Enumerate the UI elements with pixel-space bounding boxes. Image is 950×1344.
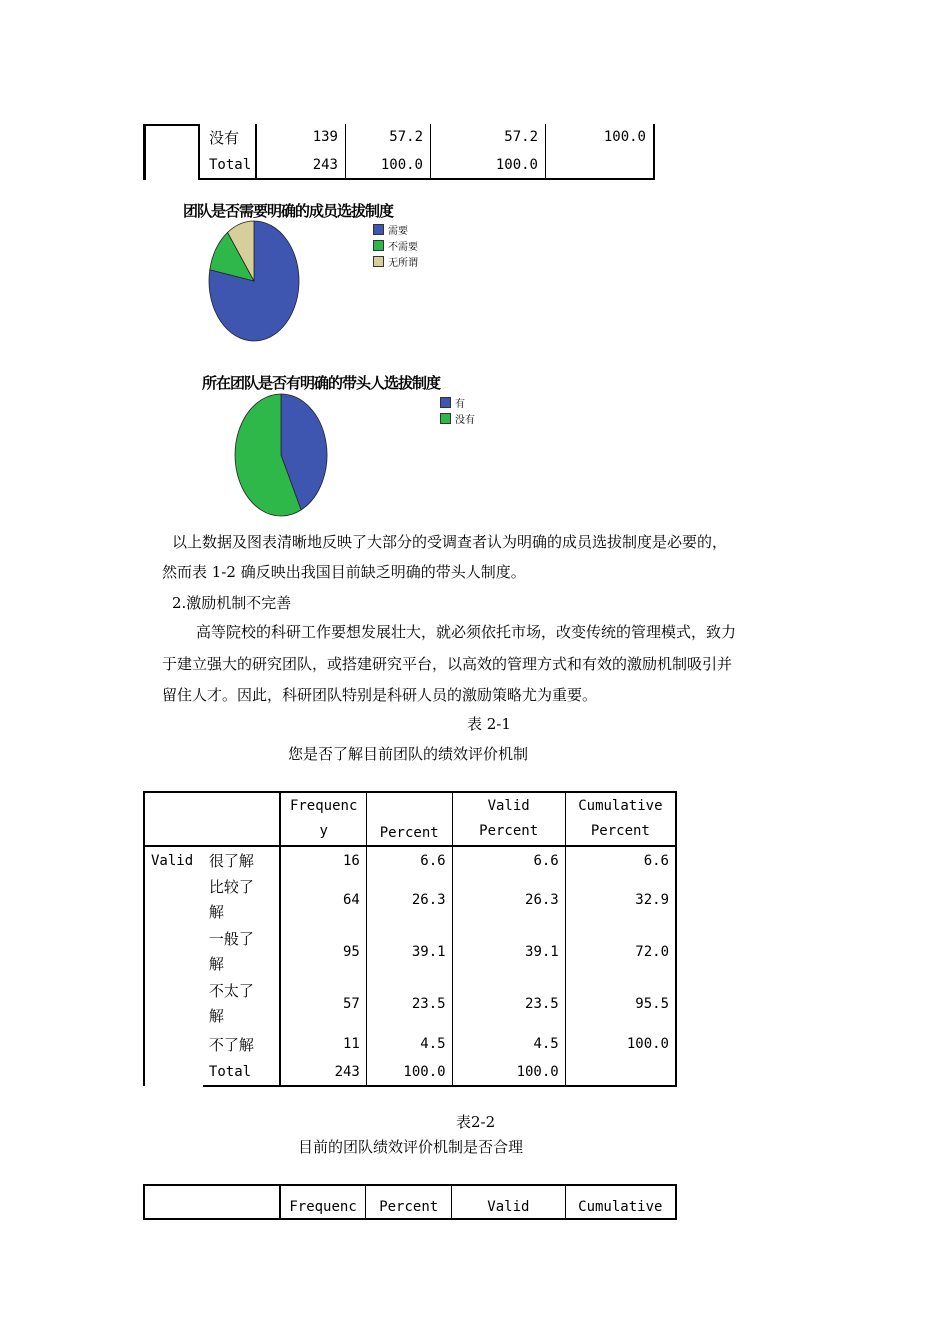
table-2-1 xyxy=(143,791,677,1087)
legend-item: 有 xyxy=(440,394,475,410)
table-title: 您是否了解目前团队的绩效评价机制 xyxy=(288,745,529,763)
cell-valid: 4.5 xyxy=(452,1030,565,1058)
chart2-pie xyxy=(228,390,338,520)
row-label: 很了解 xyxy=(203,846,281,874)
cell-percent: 100.0 xyxy=(366,1058,452,1086)
cell-percent: 39.1 xyxy=(366,926,452,978)
row-label: Total xyxy=(203,1058,281,1086)
table-2-2 xyxy=(143,1184,677,1220)
paragraph-line: 以上数据及图表清晰地反映了大部分的受调查者认为明确的成员选拔制度是必要的， xyxy=(172,533,728,551)
cell-freq: 11 xyxy=(280,1030,366,1058)
legend-item: 无所谓 xyxy=(373,253,418,269)
cell-percent: 100.0 xyxy=(380,157,423,173)
row-label: 一般了 解 xyxy=(203,926,281,978)
cell-percent: 23.5 xyxy=(366,978,452,1030)
table-row xyxy=(144,874,676,926)
group-label: Valid xyxy=(144,846,203,874)
cell-cum: 32.9 xyxy=(565,874,676,926)
header-percent: Percent xyxy=(366,1185,452,1219)
header-frequency: Frequenc xyxy=(280,1185,366,1219)
cell-freq: 64 xyxy=(280,874,366,926)
cell-percent: 6.6 xyxy=(366,846,452,874)
paragraph-line: 留住人才。因此，科研团队特别是科研人员的激励策略尤为重要。 xyxy=(162,686,598,704)
table-row xyxy=(144,978,676,1030)
header-valid: Valid xyxy=(452,1185,565,1219)
chart1-title: 团队是否需要明确的成员选拔制度 xyxy=(183,202,394,220)
table-caption: 表 2-1 xyxy=(467,715,511,733)
cell-cum: 100.0 xyxy=(603,129,646,145)
cell-valid: 39.1 xyxy=(452,926,565,978)
cell-cum: 72.0 xyxy=(565,926,676,978)
cell-valid: 57.2 xyxy=(504,129,538,145)
paragraph-line: 高等院校的科研工作要想发展壮大，就必须依托市场，改变传统的管理模式，致力 xyxy=(196,623,737,641)
chart2-legend xyxy=(440,394,475,426)
header-cumulative: Cumulative xyxy=(565,1185,676,1219)
header-cumulative-percent: Cumulative Percent xyxy=(565,792,676,846)
cell-freq: 243 xyxy=(312,157,338,173)
header-percent: Percent xyxy=(366,792,452,846)
cell-percent: 26.3 xyxy=(366,874,452,926)
section-heading: 2.激励机制不完善 xyxy=(172,594,292,612)
cell-valid: 100.0 xyxy=(495,157,538,173)
table-header-row xyxy=(144,792,676,846)
chart1-legend xyxy=(373,221,418,269)
legend-item: 不需要 xyxy=(373,237,418,253)
paragraph-line: 于建立强大的研究团队，或搭建研究平台，以高效的管理方式和有效的激励机制吸引并 xyxy=(162,655,733,673)
chart2-title: 所在团队是否有明确的带头人选拔制度 xyxy=(202,374,441,392)
cell-cum: 95.5 xyxy=(565,978,676,1030)
table-caption: 表2-2 xyxy=(456,1113,496,1131)
row-label: Total xyxy=(209,157,252,173)
cell-percent: 57.2 xyxy=(389,129,423,145)
table-row xyxy=(144,846,676,874)
cell-cum xyxy=(565,1058,676,1086)
cell-freq: 139 xyxy=(312,129,338,145)
cell-cum: 6.6 xyxy=(565,846,676,874)
row-label: 不了解 xyxy=(203,1030,281,1058)
paragraph-line: 然而表 1-2 确反映出我国目前缺乏明确的带头人制度。 xyxy=(162,563,526,581)
table-row xyxy=(144,1058,676,1086)
cell-freq: 95 xyxy=(280,926,366,978)
legend-item: 没有 xyxy=(440,410,475,426)
cell-valid: 6.6 xyxy=(452,846,565,874)
cell-cum: 100.0 xyxy=(565,1030,676,1058)
cell-freq: 243 xyxy=(280,1058,366,1086)
chart1-pie xyxy=(200,218,310,346)
cell-freq: 16 xyxy=(280,846,366,874)
table-header-row xyxy=(144,1185,676,1219)
cell-valid: 23.5 xyxy=(452,978,565,1030)
table-title: 目前的团队绩效评价机制是否合理 xyxy=(298,1138,524,1156)
row-label: 比较了 解 xyxy=(203,874,281,926)
header-valid-percent: Valid Percent xyxy=(452,792,565,846)
cell-percent: 4.5 xyxy=(366,1030,452,1058)
row-label: 没有 xyxy=(209,129,240,147)
cell-valid: 100.0 xyxy=(452,1058,565,1086)
table-row xyxy=(144,926,676,978)
cell-freq: 57 xyxy=(280,978,366,1030)
legend-item: 需要 xyxy=(373,221,418,237)
row-label: 不太了 解 xyxy=(203,978,281,1030)
cell-valid: 26.3 xyxy=(452,874,565,926)
table-row xyxy=(144,1030,676,1058)
header-frequency: Frequenc y xyxy=(280,792,366,846)
